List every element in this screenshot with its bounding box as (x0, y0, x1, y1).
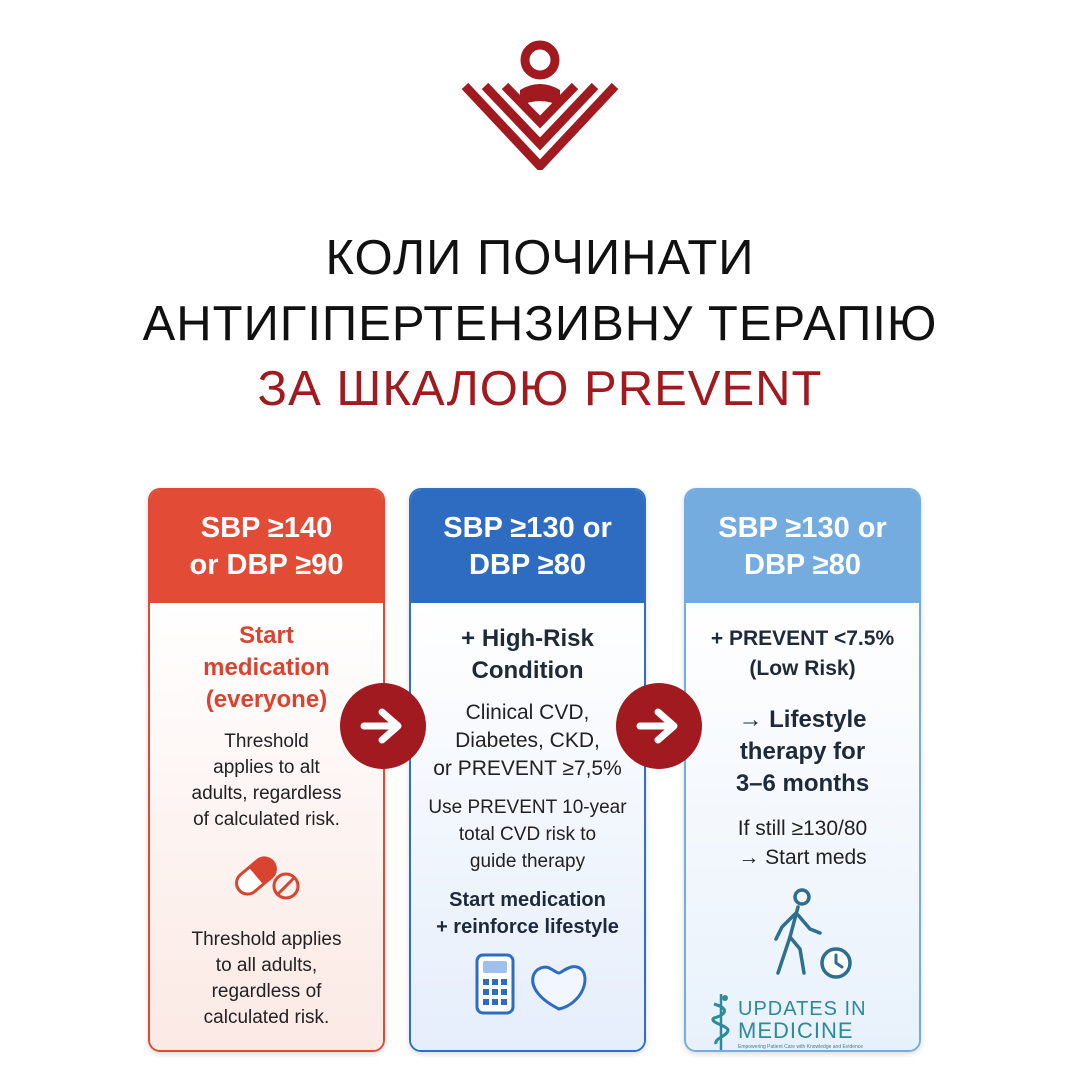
brand-tagline: Empowering Patient Care with Knowledge and Evidence (738, 1044, 864, 1050)
note-line-3: adults, regardless (191, 783, 342, 804)
card-sbp-130-low-risk (684, 488, 921, 1052)
card-header-line-2: or DBP ≥90 (189, 548, 344, 581)
brand-footer (686, 992, 919, 1052)
card-body (411, 603, 644, 1050)
note-line-4: of calculated risk. (193, 809, 340, 830)
card-header-line-2: DBP ≥80 (469, 548, 586, 581)
card-sbp-130-high-risk (409, 488, 646, 1052)
start-line-2: + reinforce lifestyle (436, 916, 619, 938)
pill-no-icon (230, 848, 306, 904)
still-line-1: If still ≥130/80 (737, 817, 868, 840)
start-line-1: Start medication (449, 889, 606, 911)
still-line-2: → Start meds (738, 846, 867, 869)
card-header-line-1: SBP ≥130 or (718, 511, 887, 544)
card-sbp-140 (148, 488, 385, 1052)
brand-logo-icon (455, 38, 625, 170)
note-line-2: applies to alt (213, 757, 320, 778)
caduceus-icon (710, 992, 732, 1052)
card-header (150, 490, 383, 603)
action-line-3: (everyone) (205, 686, 328, 713)
brand-title-line-1: UPDATES IN (738, 998, 867, 1020)
page-title-line-1: КОЛИ ПОЧИНАТИ (325, 231, 755, 285)
arrow-right-icon (616, 683, 702, 769)
card-header-line-1: SBP ≥130 or (443, 511, 612, 544)
use-line-2: total CVD risk to (458, 824, 597, 845)
list-line-1: Clinical CVD, (465, 701, 590, 724)
list-line-3: or PREVENT ≥7,5% (433, 757, 622, 780)
arrow-right-glyph (636, 706, 682, 746)
condition-line-2: Condition (471, 657, 584, 684)
arrow-right-glyph (360, 706, 406, 746)
use-line-1: Use PREVENT 10-year (428, 797, 627, 818)
card-header (686, 490, 919, 603)
lifestyle-line-2: therapy for (739, 738, 866, 765)
footer-line-3: regardless of (211, 981, 322, 1002)
note-line-1: Threshold (224, 731, 309, 752)
card-body (150, 603, 383, 1050)
card-header (411, 490, 644, 603)
lifestyle-line-1: → Lifestyle (738, 706, 867, 733)
footer-line-4: calculated risk. (203, 1007, 330, 1028)
condition-line-2: (Low Risk) (749, 657, 856, 680)
lifestyle-line-3: 3–6 months (735, 770, 870, 797)
footer-line-1: Threshold applies (191, 929, 342, 950)
card-body (686, 603, 919, 1050)
page-title-line-2: АНТИГІПЕРТЕНЗИВНУ ТЕРАПІЮ (142, 297, 938, 351)
condition-line-1: + PREVENT <7.5% (710, 627, 895, 650)
card-header-line-1: SBP ≥140 (200, 511, 333, 544)
page-title-line-3: ЗА ШКАЛОЮ PREVENT (257, 362, 823, 416)
action-line-1: Start (239, 622, 294, 649)
walking-person-clock-icon (764, 887, 854, 983)
condition-line-1: + High-Risk (461, 625, 594, 652)
footer-line-2: to all adults, (215, 955, 318, 976)
calculator-icon (475, 953, 515, 1015)
brand-title-line-2: MEDICINE (738, 1018, 854, 1043)
list-line-2: Diabetes, CKD, (455, 729, 600, 752)
arrow-right-icon (340, 683, 426, 769)
action-line-2: medication (203, 654, 330, 681)
use-line-3: guide therapy (469, 851, 586, 872)
heart-icon (529, 963, 589, 1013)
card-header-line-2: DBP ≥80 (744, 548, 861, 581)
